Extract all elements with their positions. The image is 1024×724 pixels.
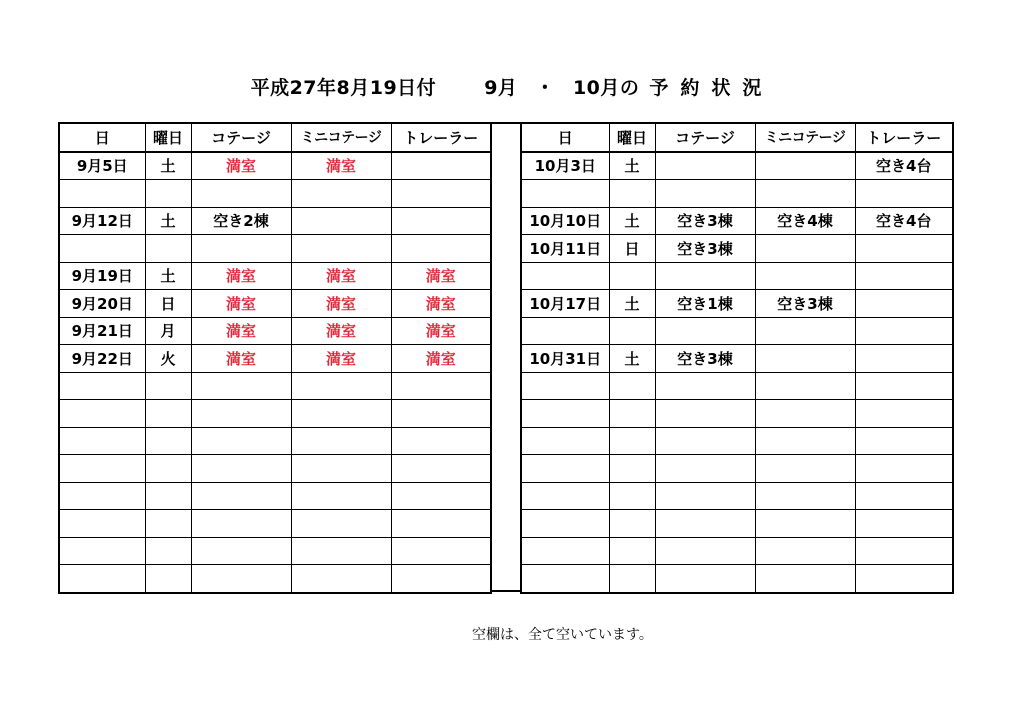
cell-weekday <box>609 317 655 345</box>
cell-weekday <box>609 427 655 455</box>
cell-trailer: 満室 <box>391 262 491 290</box>
cell-weekday <box>145 482 191 510</box>
cell-trailer <box>855 262 953 290</box>
cell-cottage: 満室 <box>191 152 291 180</box>
cell-weekday: 土 <box>609 152 655 180</box>
cell-weekday <box>609 565 655 593</box>
cell-trailer <box>391 537 491 565</box>
cell-trailer: 満室 <box>391 345 491 373</box>
table-row <box>521 482 953 510</box>
cell-weekday <box>609 455 655 483</box>
cell-cottage: 空き3棟 <box>655 207 755 235</box>
title-month-a: 9月 <box>484 76 518 99</box>
table-row <box>59 372 491 400</box>
header-mini-cottage: ミニコテージ <box>291 123 391 152</box>
cell-day <box>59 510 145 538</box>
cell-mini-cottage <box>755 565 855 593</box>
cell-cottage <box>191 372 291 400</box>
cell-day <box>521 565 609 593</box>
cell-weekday: 日 <box>145 290 191 318</box>
cell-mini-cottage <box>755 262 855 290</box>
cell-cottage <box>191 400 291 428</box>
cell-trailer <box>391 372 491 400</box>
cell-weekday <box>145 235 191 263</box>
cell-day <box>59 400 145 428</box>
table-divider <box>490 122 520 592</box>
cell-day: 10月11日 <box>521 235 609 263</box>
table-row <box>521 345 953 373</box>
cell-trailer <box>855 317 953 345</box>
cell-mini-cottage <box>291 235 391 263</box>
cell-day <box>59 455 145 483</box>
cell-mini-cottage <box>291 482 391 510</box>
cell-weekday <box>609 510 655 538</box>
cell-trailer <box>855 565 953 593</box>
cell-trailer <box>391 235 491 263</box>
cell-cottage: 空き1棟 <box>655 290 755 318</box>
cell-cottage: 空き3棟 <box>655 345 755 373</box>
cell-weekday <box>609 180 655 208</box>
cell-trailer <box>855 455 953 483</box>
cell-mini-cottage <box>755 180 855 208</box>
cell-mini-cottage: 満室 <box>291 152 391 180</box>
cell-mini-cottage <box>291 565 391 593</box>
cell-cottage <box>191 510 291 538</box>
cell-trailer <box>391 207 491 235</box>
cell-day: 10月3日 <box>521 152 609 180</box>
cell-mini-cottage <box>291 207 391 235</box>
header-trailer: トレーラー <box>855 123 953 152</box>
cell-day <box>521 427 609 455</box>
cell-day <box>59 537 145 565</box>
header-mini-cottage: ミニコテージ <box>755 123 855 152</box>
table-row <box>521 152 953 180</box>
cell-weekday <box>609 400 655 428</box>
table-row <box>59 537 491 565</box>
table-row <box>521 565 953 593</box>
cell-mini-cottage <box>755 400 855 428</box>
cell-mini-cottage <box>755 235 855 263</box>
table-row <box>521 427 953 455</box>
cell-mini-cottage <box>755 427 855 455</box>
cell-cottage <box>655 427 755 455</box>
table-row <box>521 262 953 290</box>
cell-day <box>521 317 609 345</box>
table-row <box>521 400 953 428</box>
cell-weekday <box>145 372 191 400</box>
cell-trailer: 空き4台 <box>855 152 953 180</box>
cell-day <box>521 537 609 565</box>
cell-cottage <box>655 400 755 428</box>
cell-mini-cottage <box>755 482 855 510</box>
table-row <box>59 290 491 318</box>
table-row <box>59 262 491 290</box>
title-date: 平成27年8月19日付 <box>250 76 437 99</box>
cell-cottage <box>655 455 755 483</box>
cell-trailer <box>855 180 953 208</box>
table-row <box>59 317 491 345</box>
cell-mini-cottage <box>291 510 391 538</box>
header-row <box>521 123 953 152</box>
cell-day <box>521 372 609 400</box>
cell-trailer <box>391 427 491 455</box>
cell-day <box>521 510 609 538</box>
table-row <box>59 482 491 510</box>
cell-day <box>521 180 609 208</box>
cell-trailer <box>855 345 953 373</box>
october-table <box>520 122 954 594</box>
cell-day <box>521 262 609 290</box>
cell-day: 9月12日 <box>59 207 145 235</box>
cell-mini-cottage <box>755 510 855 538</box>
cell-mini-cottage <box>291 427 391 455</box>
cell-trailer <box>391 455 491 483</box>
cell-weekday <box>145 537 191 565</box>
cell-weekday: 土 <box>609 207 655 235</box>
table-row <box>59 427 491 455</box>
cell-weekday <box>145 400 191 428</box>
cell-mini-cottage <box>755 317 855 345</box>
cell-trailer: 満室 <box>391 317 491 345</box>
cell-trailer <box>391 152 491 180</box>
cell-weekday: 月 <box>145 317 191 345</box>
cell-mini-cottage <box>291 180 391 208</box>
table-row <box>59 455 491 483</box>
cell-cottage: 満室 <box>191 290 291 318</box>
cell-mini-cottage <box>291 372 391 400</box>
table-row <box>59 235 491 263</box>
cell-day: 9月5日 <box>59 152 145 180</box>
cell-weekday: 土 <box>145 152 191 180</box>
cell-mini-cottage <box>755 152 855 180</box>
table-row <box>59 180 491 208</box>
cell-cottage <box>191 565 291 593</box>
cell-cottage <box>655 565 755 593</box>
cell-trailer <box>855 427 953 455</box>
cell-trailer <box>855 510 953 538</box>
cell-cottage: 満室 <box>191 262 291 290</box>
cell-mini-cottage <box>291 455 391 483</box>
footnote: 空欄は、全て空いています。 <box>472 627 653 643</box>
table-row <box>59 152 491 180</box>
cell-trailer <box>391 482 491 510</box>
title-subject: 予約状況 <box>649 76 774 99</box>
cell-trailer <box>391 565 491 593</box>
cell-day <box>59 565 145 593</box>
title-separator: ・ <box>535 76 555 99</box>
cell-cottage <box>191 427 291 455</box>
cell-weekday: 土 <box>145 207 191 235</box>
cell-cottage: 空き3棟 <box>655 235 755 263</box>
cell-weekday: 土 <box>145 262 191 290</box>
cell-mini-cottage: 満室 <box>291 290 391 318</box>
cell-cottage <box>191 235 291 263</box>
cell-trailer <box>855 400 953 428</box>
cell-cottage: 空き2棟 <box>191 207 291 235</box>
cell-weekday: 土 <box>609 290 655 318</box>
cell-trailer <box>855 235 953 263</box>
table-row <box>59 207 491 235</box>
cell-weekday <box>145 180 191 208</box>
cell-weekday <box>609 372 655 400</box>
september-table <box>58 122 492 594</box>
cell-cottage <box>191 455 291 483</box>
cell-mini-cottage: 満室 <box>291 345 391 373</box>
table-row <box>59 565 491 593</box>
cell-weekday: 火 <box>145 345 191 373</box>
cell-mini-cottage: 満室 <box>291 317 391 345</box>
table-row <box>521 510 953 538</box>
cell-weekday <box>145 565 191 593</box>
cell-cottage: 満室 <box>191 317 291 345</box>
title-month-b: 10月の <box>572 76 640 99</box>
header-weekday: 曜日 <box>609 123 655 152</box>
cell-day: 9月19日 <box>59 262 145 290</box>
table-row <box>59 400 491 428</box>
cell-trailer <box>391 400 491 428</box>
table-row <box>59 510 491 538</box>
cell-day <box>521 455 609 483</box>
table-row <box>521 537 953 565</box>
cell-day <box>59 180 145 208</box>
cell-day <box>59 482 145 510</box>
cell-weekday: 土 <box>609 345 655 373</box>
page-title <box>0 72 1024 100</box>
cell-trailer: 空き4台 <box>855 207 953 235</box>
cell-mini-cottage <box>755 345 855 373</box>
cell-cottage: 満室 <box>191 345 291 373</box>
cell-day <box>521 400 609 428</box>
cell-day <box>59 235 145 263</box>
cell-trailer <box>855 537 953 565</box>
cell-day: 10月31日 <box>521 345 609 373</box>
table-row <box>521 290 953 318</box>
header-row <box>59 123 491 152</box>
cell-mini-cottage <box>755 372 855 400</box>
cell-mini-cottage <box>291 537 391 565</box>
cell-day <box>59 427 145 455</box>
table-row <box>521 317 953 345</box>
cell-weekday <box>145 427 191 455</box>
cell-weekday <box>145 455 191 483</box>
table-row <box>521 207 953 235</box>
table-row <box>521 372 953 400</box>
cell-cottage <box>655 510 755 538</box>
cell-trailer <box>391 180 491 208</box>
cell-weekday <box>609 262 655 290</box>
cell-cottage <box>655 262 755 290</box>
cell-day <box>59 372 145 400</box>
cell-cottage <box>191 180 291 208</box>
cell-trailer: 満室 <box>391 290 491 318</box>
cell-cottage <box>655 537 755 565</box>
header-day: 日 <box>521 123 609 152</box>
cell-cottage <box>655 152 755 180</box>
cell-weekday <box>145 510 191 538</box>
cell-day: 10月17日 <box>521 290 609 318</box>
header-day: 日 <box>59 123 145 152</box>
header-cottage: コテージ <box>655 123 755 152</box>
header-cottage: コテージ <box>191 123 291 152</box>
cell-trailer <box>391 510 491 538</box>
header-weekday: 曜日 <box>145 123 191 152</box>
cell-day <box>521 482 609 510</box>
cell-weekday <box>609 537 655 565</box>
cell-trailer <box>855 372 953 400</box>
cell-cottage <box>655 180 755 208</box>
cell-mini-cottage: 空き3棟 <box>755 290 855 318</box>
cell-day: 9月20日 <box>59 290 145 318</box>
cell-mini-cottage <box>291 400 391 428</box>
cell-cottage <box>191 537 291 565</box>
cell-mini-cottage <box>755 537 855 565</box>
cell-trailer <box>855 290 953 318</box>
cell-cottage <box>655 372 755 400</box>
cell-cottage <box>655 317 755 345</box>
cell-weekday: 日 <box>609 235 655 263</box>
table-row <box>521 180 953 208</box>
cell-mini-cottage: 空き4棟 <box>755 207 855 235</box>
cell-day: 10月10日 <box>521 207 609 235</box>
cell-mini-cottage: 満室 <box>291 262 391 290</box>
cell-cottage <box>191 482 291 510</box>
cell-mini-cottage <box>755 455 855 483</box>
table-row <box>59 345 491 373</box>
cell-day: 9月22日 <box>59 345 145 373</box>
cell-cottage <box>655 482 755 510</box>
cell-weekday <box>609 482 655 510</box>
cell-trailer <box>855 482 953 510</box>
header-trailer: トレーラー <box>391 123 491 152</box>
table-row <box>521 455 953 483</box>
cell-day: 9月21日 <box>59 317 145 345</box>
table-row <box>521 235 953 263</box>
